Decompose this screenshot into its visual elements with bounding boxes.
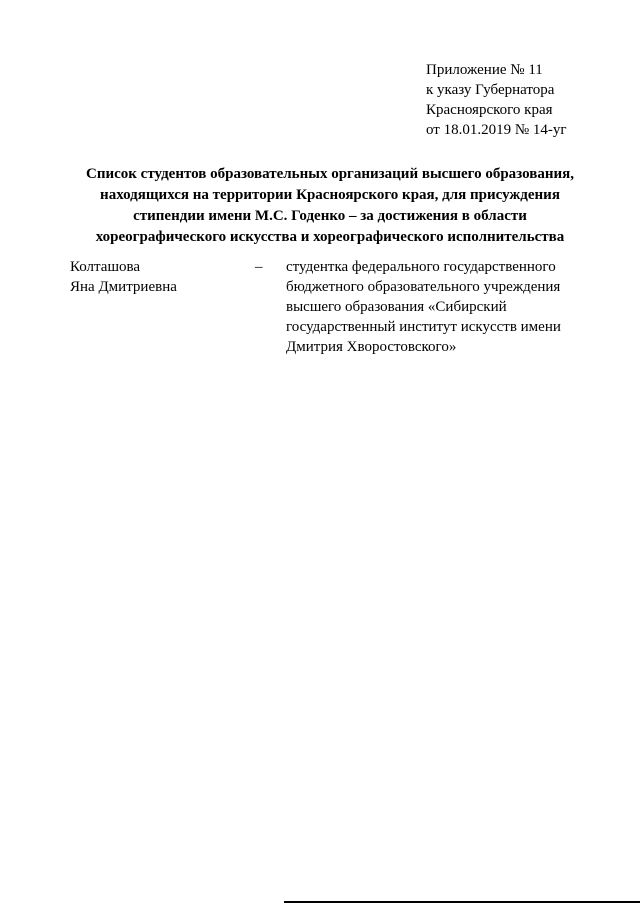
student-surname: Колташова (70, 259, 141, 275)
appendix-date: от 18.01.2019 № 14-уг (426, 122, 567, 138)
appendix-reference (426, 60, 567, 140)
title-line: хореографического искусства и хореографического исполнительства (95, 229, 565, 245)
description-line: высшего образования «Сибирский (286, 299, 507, 315)
title-line: Список студентов образовательных организаций высшего образования, (86, 166, 574, 182)
student-given-name: Яна Дмитриевна (70, 279, 177, 295)
student-name (70, 257, 177, 297)
appendix-decree: к указу Губернатора (426, 82, 555, 98)
document-title (60, 164, 600, 248)
title-line: стипендии имени М.С. Годенко – за достижения в области (133, 208, 527, 224)
appendix-region: Красноярского края (426, 102, 553, 118)
description-line: Дмитрия Хворостовского» (286, 339, 457, 355)
entry-dash: – (255, 259, 263, 275)
title-line: находящихся на территории Красноярского края, для присуждения (100, 187, 560, 203)
page-bottom-rule (284, 901, 640, 903)
student-description (286, 257, 561, 357)
description-line: бюджетного образовательного учреждения (286, 279, 561, 295)
description-line: студентка федерального государственного (286, 259, 556, 275)
description-line: государственный институт искусств имени (286, 319, 561, 335)
appendix-number: Приложение № 11 (426, 62, 543, 78)
